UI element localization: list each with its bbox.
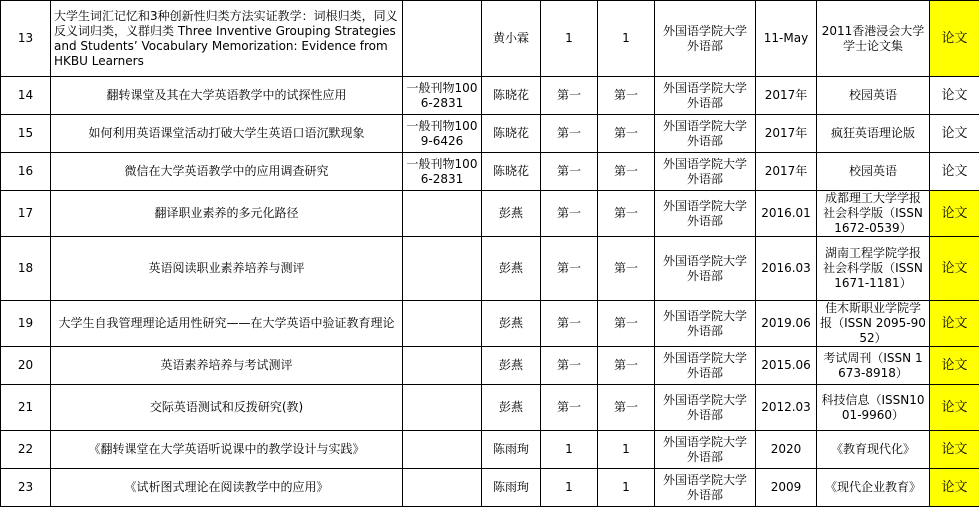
department: 外国语学院大学外语部 [655,1,756,77]
author-name: 彭燕 [482,301,541,347]
category-badge: 论文 [930,115,979,153]
author-rank: 第一 [541,385,598,431]
department: 外国语学院大学外语部 [655,191,756,237]
publish-date: 2016.03 [756,237,817,301]
author-rank: 第一 [541,237,598,301]
table-row [1,301,979,347]
table-row [1,347,979,385]
category-badge: 论文 [930,301,979,347]
publication-source: 考试周刊（ISSN 1673-8918） [817,347,930,385]
journal-type [403,431,482,469]
journal-type [403,347,482,385]
paper-title: 英语阅读职业素养培养与测评 [51,237,403,301]
department: 外国语学院大学外语部 [655,347,756,385]
paper-title: 如何利用英语课堂活动打破大学生英语口语沉默现象 [51,115,403,153]
author-name: 彭燕 [482,191,541,237]
row-number: 20 [1,347,51,385]
journal-type [403,469,482,507]
publish-date: 2019.06 [756,301,817,347]
paper-title: 《试析图式理论在阅读教学中的应用》 [51,469,403,507]
journal-type: 一般刊物1009-6426 [403,115,482,153]
author-name: 陈晓花 [482,115,541,153]
publication-source: 《教育现代化》 [817,431,930,469]
category-badge: 论文 [930,191,979,237]
publish-date: 2017年 [756,153,817,191]
author-name: 彭燕 [482,237,541,301]
author-name: 陈晓花 [482,153,541,191]
author-rank: 第一 [541,77,598,115]
category-badge: 论文 [930,385,979,431]
author-name: 彭燕 [482,385,541,431]
category-badge: 论文 [930,153,979,191]
table-row [1,191,979,237]
author-rank: 第一 [541,153,598,191]
unit-rank: 第一 [598,77,655,115]
publish-date: 2020 [756,431,817,469]
paper-title: 微信在大学英语教学中的应用调查研究 [51,153,403,191]
table-row [1,431,979,469]
table-row [1,77,979,115]
author-rank: 1 [541,1,598,77]
journal-type [403,385,482,431]
author-name: 彭燕 [482,347,541,385]
department: 外国语学院大学外语部 [655,469,756,507]
row-number: 19 [1,301,51,347]
table-row [1,1,979,77]
paper-title: 交际英语测试和反拨研究(教) [51,385,403,431]
unit-rank: 第一 [598,191,655,237]
journal-type [403,191,482,237]
publication-source: 疯狂英语理论版 [817,115,930,153]
publication-source: 校园英语 [817,153,930,191]
author-rank: 1 [541,469,598,507]
paper-title: 翻转课堂及其在大学英语教学中的试探性应用 [51,77,403,115]
row-number: 17 [1,191,51,237]
table-row [1,469,979,507]
journal-type: 一般刊物1006-2831 [403,77,482,115]
table-row [1,385,979,431]
journal-type [403,301,482,347]
paper-title: 大学生词汇记忆和3种创新性归类方法实证教学：词根归类，同义反义词归类，义群归类 Three Inventive Grouping Strategies and Students’ Vocabulary Memorization: Evidence from HKBU Learners [51,1,403,77]
publication-source: 佳木斯职业学院学报（ISSN 2095-9052） [817,301,930,347]
unit-rank: 第一 [598,301,655,347]
table-row [1,153,979,191]
department: 外国语学院大学外语部 [655,301,756,347]
author-rank: 第一 [541,115,598,153]
paper-title: 英语素养培养与考试测评 [51,347,403,385]
publication-source: 2011香港浸会大学学士论文集 [817,1,930,77]
unit-rank: 第一 [598,237,655,301]
author-name: 黄小霖 [482,1,541,77]
table-row [1,115,979,153]
department: 外国语学院大学外语部 [655,153,756,191]
publish-date: 2012.03 [756,385,817,431]
department: 外国语学院大学外语部 [655,431,756,469]
journal-type [403,237,482,301]
row-number: 13 [1,1,51,77]
row-number: 15 [1,115,51,153]
author-rank: 1 [541,431,598,469]
publish-date: 11-May [756,1,817,77]
author-name: 陈雨珣 [482,431,541,469]
journal-type: 一般刊物1006-2831 [403,153,482,191]
author-rank: 第一 [541,191,598,237]
paper-title: 《翻转课堂在大学英语听说课中的教学设计与实践》 [51,431,403,469]
category-badge: 论文 [930,469,979,507]
department: 外国语学院大学外语部 [655,385,756,431]
row-number: 14 [1,77,51,115]
publish-date: 2015.06 [756,347,817,385]
row-number: 18 [1,237,51,301]
publication-source: 校园英语 [817,77,930,115]
journal-type [403,1,482,77]
category-badge: 论文 [930,431,979,469]
author-name: 陈雨珣 [482,469,541,507]
department: 外国语学院大学外语部 [655,115,756,153]
author-name: 陈晓花 [482,77,541,115]
paper-title: 大学生自我管理理论适用性研究——在大学英语中验证教育理论 [51,301,403,347]
unit-rank: 1 [598,469,655,507]
publication-source: 《现代企业教育》 [817,469,930,507]
table-body [1,1,979,507]
publication-source: 科技信息（ISSN1001-9960） [817,385,930,431]
publish-date: 2017年 [756,77,817,115]
category-badge: 论文 [930,77,979,115]
department: 外国语学院大学外语部 [655,237,756,301]
publication-source: 湖南工程学院学报社会科学版（ISSN1671-1181） [817,237,930,301]
row-number: 22 [1,431,51,469]
category-badge: 论文 [930,1,979,77]
table-row [1,237,979,301]
unit-rank: 第一 [598,115,655,153]
publish-date: 2016.01 [756,191,817,237]
unit-rank: 1 [598,431,655,469]
unit-rank: 第一 [598,153,655,191]
unit-rank: 第一 [598,347,655,385]
unit-rank: 第一 [598,385,655,431]
row-number: 21 [1,385,51,431]
author-rank: 第一 [541,347,598,385]
publish-date: 2017年 [756,115,817,153]
row-number: 23 [1,469,51,507]
category-badge: 论文 [930,237,979,301]
row-number: 16 [1,153,51,191]
unit-rank: 1 [598,1,655,77]
paper-title: 翻译职业素养的多元化路径 [51,191,403,237]
publication-source: 成都理工大学学报社会科学版（ISSN 1672-0539） [817,191,930,237]
author-rank: 第一 [541,301,598,347]
publish-date: 2009 [756,469,817,507]
category-badge: 论文 [930,347,979,385]
department: 外国语学院大学外语部 [655,77,756,115]
